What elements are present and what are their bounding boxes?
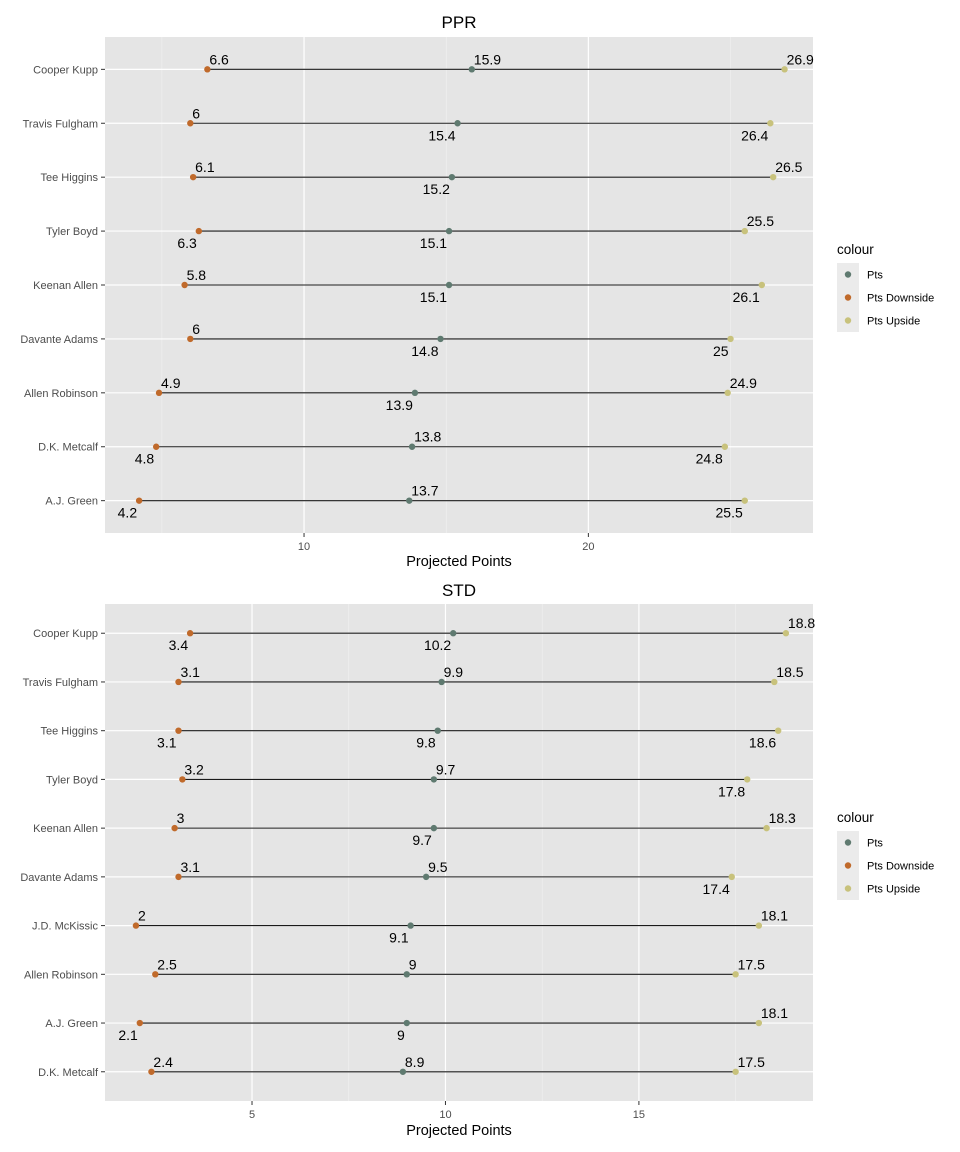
legend-title: colour: [837, 242, 874, 257]
data-label-pts: 14.8: [411, 342, 439, 359]
point-upside: [722, 444, 728, 450]
panel-std-x-axis-label: Projected Points: [406, 1123, 512, 1139]
legend-label: Pts Upside: [867, 315, 921, 328]
y-category-label: Tyler Boyd: [46, 774, 98, 787]
data-label-upside: 26.4: [741, 127, 769, 144]
y-category-label: Travis Fulgham: [22, 118, 98, 131]
data-label-upside: 25.5: [746, 213, 775, 230]
point-upside: [744, 776, 750, 782]
legend-key-marker: [845, 862, 851, 868]
data-label-upside: 18.3: [768, 810, 796, 827]
y-category-label: D.K. Metcalf: [38, 441, 98, 454]
data-label-upside: 18.6: [748, 734, 777, 751]
data-label-downside: 3.4: [168, 637, 189, 654]
data-label-downside: 3.1: [180, 663, 200, 680]
legend-title: colour: [837, 810, 874, 825]
data-label-upside: 25.5: [715, 504, 743, 521]
data-label-downside: 4.9: [161, 374, 181, 391]
point-pts: [412, 390, 418, 396]
data-label-pts: 8.9: [404, 1053, 425, 1070]
data-label-pts: 10.2: [423, 637, 452, 654]
y-category-label: A.J. Green: [45, 495, 98, 508]
y-category-label: Allen Robinson: [24, 969, 98, 982]
data-label-pts: 15.1: [419, 235, 448, 252]
data-label-downside: 6: [192, 320, 201, 337]
point-pts: [446, 228, 452, 234]
data-label-upside: 26.5: [775, 159, 803, 176]
data-label-upside: 18.8: [787, 615, 816, 632]
data-label-upside: 17.4: [702, 880, 730, 897]
point-downside: [136, 497, 142, 503]
y-category-label: Cooper Kupp: [33, 64, 98, 77]
point-upside: [727, 336, 733, 342]
data-label-upside: 26.9: [786, 51, 814, 68]
data-label-downside: 3.1: [180, 858, 200, 875]
panel-std-title: STD: [442, 581, 476, 600]
data-label-downside: 6.3: [177, 235, 197, 252]
data-label-downside: 6: [192, 105, 201, 122]
data-label-downside: 3.1: [157, 734, 177, 751]
data-label-downside: 3: [176, 810, 185, 827]
y-category-label: Tee Higgins: [40, 725, 98, 738]
data-label-downside: 2.5: [157, 956, 177, 973]
data-label-downside: 2.1: [118, 1027, 138, 1044]
y-category-label: Tyler Boyd: [46, 226, 98, 239]
point-pts: [454, 120, 460, 126]
data-label-upside: 25: [712, 342, 729, 359]
point-pts: [404, 1020, 410, 1026]
y-category-label: Davante Adams: [20, 871, 98, 884]
data-label-pts: 9.9: [443, 663, 464, 680]
point-pts: [435, 727, 441, 733]
data-label-downside: 2: [137, 907, 146, 924]
legend-label: Pts: [867, 837, 883, 850]
legend-key-marker: [845, 839, 851, 845]
data-label-upside: 18.1: [760, 907, 789, 924]
legend-label: Pts Downside: [867, 292, 935, 305]
legend-key-marker: [845, 271, 851, 277]
data-label-upside: 18.5: [776, 663, 804, 680]
point-pts: [450, 630, 456, 636]
data-label-pts: 15.2: [422, 181, 450, 198]
x-tick-label: 5: [248, 1109, 256, 1121]
legend-label: Pts Upside: [867, 883, 921, 896]
data-label-downside: 4.2: [117, 504, 138, 521]
data-label-downside: 6.1: [195, 159, 215, 176]
legend-key-marker: [845, 317, 851, 323]
y-category-label: J.D. McKissic: [32, 920, 98, 933]
point-upside: [767, 120, 773, 126]
data-label-pts: 9: [408, 956, 417, 973]
legend-label: Pts Downside: [867, 860, 935, 873]
x-tick-label: 10: [297, 541, 311, 553]
legend-label: Pts: [867, 269, 883, 282]
point-downside: [153, 444, 159, 450]
panel-ppr-title: PPR: [441, 13, 477, 32]
data-label-upside: 17.5: [737, 956, 765, 973]
data-label-pts: 15.4: [428, 127, 456, 144]
y-category-label: Cooper Kupp: [33, 628, 98, 641]
panel-ppr-x-axis-label: Projected Points: [406, 554, 512, 570]
point-pts: [437, 336, 443, 342]
data-label-pts: 9.8: [416, 734, 436, 751]
y-category-label: A.J. Green: [45, 1018, 98, 1031]
data-label-downside: 3.2: [184, 761, 204, 778]
legend-key-marker: [845, 294, 851, 300]
data-label-pts: 13.9: [385, 396, 413, 413]
x-tick-label: 10: [439, 1109, 452, 1121]
point-pts: [431, 825, 437, 831]
point-downside: [187, 630, 193, 636]
point-downside: [175, 727, 181, 733]
x-tick-label: 15: [632, 1109, 646, 1121]
point-pts: [446, 282, 452, 288]
data-label-pts: 9.7: [412, 832, 432, 849]
y-category-label: Allen Robinson: [24, 387, 98, 400]
data-label-downside: 2.4: [153, 1053, 173, 1070]
y-category-label: Davante Adams: [20, 333, 98, 346]
data-label-pts: 13.7: [411, 482, 439, 499]
legend-key-marker: [845, 885, 851, 891]
point-upside: [775, 727, 781, 733]
x-tick-label: 20: [582, 541, 595, 553]
data-label-upside: 24.8: [695, 450, 723, 467]
data-label-downside: 5.8: [186, 267, 207, 283]
data-label-pts: 15.9: [473, 51, 502, 68]
y-category-label: Travis Fulgham: [22, 676, 98, 689]
data-label-pts: 9.7: [435, 761, 456, 778]
point-pts: [449, 174, 455, 180]
data-label-upside: 26.1: [732, 289, 760, 305]
data-label-pts: 13.8: [414, 428, 442, 445]
point-downside: [196, 228, 202, 234]
y-category-label: D.K. Metcalf: [38, 1066, 98, 1079]
data-label-upside: 18.1: [760, 1005, 789, 1022]
y-category-label: Tee Higgins: [40, 172, 98, 185]
data-label-downside: 6.6: [209, 51, 229, 68]
point-downside: [137, 1020, 143, 1026]
data-label-pts: 9.5: [428, 858, 448, 875]
data-label-downside: 4.8: [134, 450, 155, 467]
data-label-upside: 17.8: [717, 783, 746, 800]
data-label-upside: 17.5: [737, 1053, 765, 1070]
point-upside: [742, 497, 748, 503]
data-label-pts: 9: [396, 1027, 405, 1044]
point-pts: [407, 922, 413, 928]
y-category-label: Keenan Allen: [33, 280, 98, 292]
data-label-upside: 24.9: [729, 374, 757, 391]
data-label-pts: 15.1: [419, 289, 448, 305]
point-upside: [759, 282, 765, 288]
point-upside: [729, 874, 735, 880]
data-label-pts: 9.1: [389, 929, 409, 946]
y-category-label: Keenan Allen: [33, 823, 98, 836]
